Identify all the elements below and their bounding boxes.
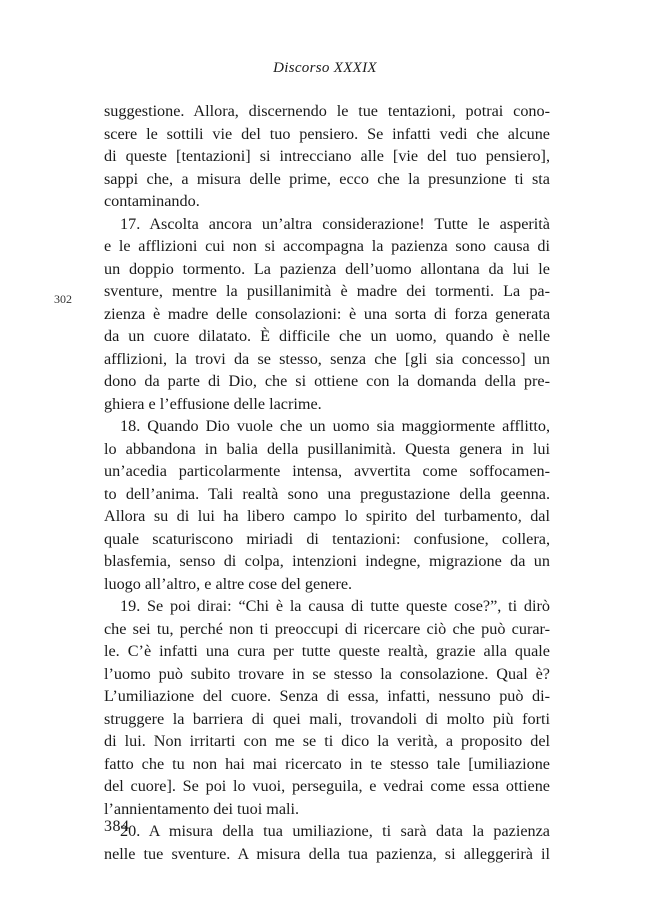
text-line: l’uomo può subito trovare in se stesso la consolazione. Qual è? [104,664,550,683]
text-line: to dell’anima. Tali realtà sono una pregustazione della geenna. [104,484,550,503]
text-line: luogo all’altro, e altre cose del genere. [104,574,353,593]
text-line: del cuore]. Se poi lo vuoi, perseguila, e vedrai come essa ottiene [104,777,550,795]
text-line: che sei tu, perché non ti preoccupi di ricercare ciò che può curar- [104,619,550,638]
text-line: L’umiliazione del cuore. Senza di essa, infatti, nessuno può di- [104,687,550,705]
text-line: di lui. Non irritarti con me se ti dico la verità, a proposito del [104,732,550,750]
text-line: e le afflizioni cui non si accompagna la pazienza sono causa di [104,237,550,255]
text-line: di queste [tentazioni] si intrecciano alle [vie del tuo pensiero], [104,147,550,165]
text-line: lo abbandona in balia della pusillanimità. Questa genera in lui [104,439,550,458]
text-line: afflizioni, la trovi da se stesso, senza che [gli sia concesso] un [104,349,550,368]
text-line: contaminando. [104,192,200,210]
text-line: 17. Ascolta ancora un’altra considerazione! Tutte le asperità [120,214,550,233]
text-line: 19. Se poi dirai: “Chi è la causa di tutte queste cose?”, ti dirò [120,597,550,615]
text-line: da un cuore dilatato. È difficile che un uomo, quando è nelle [104,327,550,345]
text-line: dono da parte di Dio, che si ottiene con la domanda della pre- [104,372,550,390]
text-line: zienza è madre delle consolazioni: è una sorta di forza generata [104,304,550,323]
text-line: Allora su di lui ha libero campo lo spirito del turbamento, dal [104,507,550,525]
text-line: 18. Quando Dio vuole che un uomo sia maggiormente afflitto, [120,417,550,435]
text-line: sappi che, a misura delle prime, ecco che la presunzione ti sta [104,169,550,188]
text-line: scere le sottili vie del tuo pensiero. Se infatti vedi che alcune [104,124,550,143]
running-head: Discorso XXXIX [273,60,377,76]
text-line: le. C’è infatti una cura per tutte queste realtà, grazie alla quale [104,642,550,660]
body-text [104,100,550,865]
text-line: un doppio tormento. La pazienza dell’uomo allontana da lui le [104,259,550,278]
text-line: struggere la barriera di quei mali, trovandoli di molto più forti [104,709,550,728]
margin-reference-number: 302 [54,292,72,306]
text-line: ghiera e l’effusione delle lacrime. [104,394,322,413]
text-line: blasfemia, senso di colpa, intenzioni indegne, migrazione da un [104,552,550,570]
text-line: 20. A misura della tua umiliazione, ti sarà data la pazienza [120,822,550,840]
text-line: nelle tue sventure. A misura della tua pazienza, si alleggerirà il [104,844,550,863]
text-line: un’acedia particolarmente intensa, avvertita come soffocamen- [104,462,550,480]
text-line: l’annientamento dei tuoi mali. [104,799,300,818]
text-line: fatto che tu non hai mai ricercato in te stesso tale [umiliazione [104,754,550,773]
text-line: quale scaturiscono miriadi di tentazioni: confusione, collera, [104,529,550,548]
page-number: 384 [104,818,130,835]
text-line: sventure, mentre la pusillanimità è madre dei tormenti. La pa- [104,282,550,300]
text-line: suggestione. Allora, discernendo le tue tentazioni, potrai cono- [104,102,550,120]
